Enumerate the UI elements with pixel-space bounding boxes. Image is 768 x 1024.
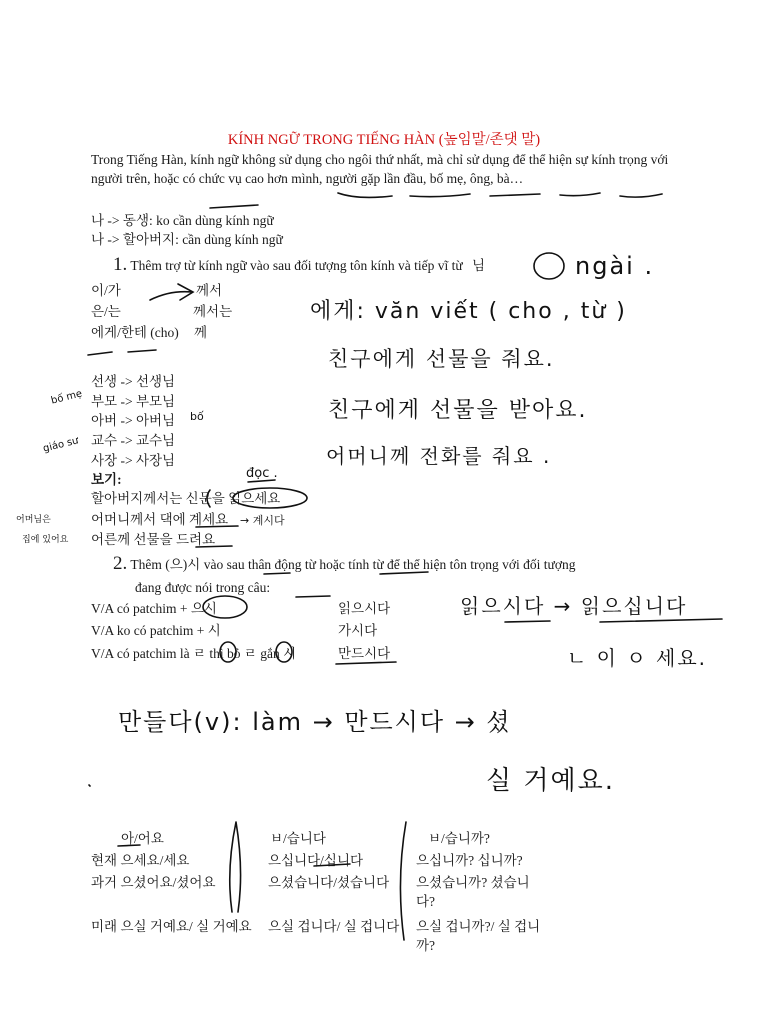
note-iseyo: ㄴ 이 ㅇ 세요. <box>567 646 708 670</box>
particle-plain-2: 은/는 <box>91 304 121 319</box>
noun-line-5: 사장 -> 사장님 <box>91 453 176 468</box>
example-line-3: 어른께 선물을 드려요 <box>91 532 216 547</box>
example-line-2: 어머니께서 댁에 계세요 <box>91 512 229 527</box>
s2-example-3: 만드시다 <box>338 646 391 661</box>
section2-number: 2. <box>113 553 128 574</box>
noun-line-4: 교수 -> 교수님 <box>91 433 176 448</box>
note-bo-me: bố mẹ <box>50 388 84 407</box>
table-cell-1-4: 미래 으실 거예요/ 실 거예요 <box>91 919 252 934</box>
document-title: KÍNH NGỮ TRONG TIẾNG HÀN (높임말/존댓 말) <box>227 132 541 148</box>
table-header-1: 아/어요 <box>121 831 164 846</box>
particle-plain-1: 이/가 <box>91 283 121 298</box>
note-giao-su: giáo sư <box>42 435 80 455</box>
section2-heading <box>113 553 576 575</box>
underline-read <box>505 619 722 622</box>
particle-honorific-2: 께서는 <box>193 304 233 319</box>
dot-mark <box>89 785 90 786</box>
s2-example-2: 가시다 <box>338 623 378 638</box>
particle-honorific-3: 께 <box>194 325 208 340</box>
section1-number: 1. <box>113 254 128 275</box>
table-cell-3-1: 으십니까? 십니까? <box>416 853 523 868</box>
note-left-2: 집에 있어요 <box>22 535 69 545</box>
underline-particles <box>88 350 156 355</box>
section1-heading <box>113 254 485 276</box>
table-cell-2-4: 으실 겁니다/ 실 겁니다 <box>268 919 400 934</box>
note-make: 만들다(v): làm → 만드시다 → 셨 <box>118 708 512 736</box>
noun-line-3: 아버 -> 아버님 <box>91 413 176 428</box>
note-example-1: 친구에게 선물을 줘요. <box>328 347 555 371</box>
particle-honorific-1: 께서 <box>196 283 223 298</box>
s2-rule-1: V/A có patchim + 으시 <box>91 601 217 616</box>
table-cell-1-1: 현재 으세요/세요 <box>91 853 190 868</box>
circle-nim <box>534 253 564 279</box>
note-gyesida: → 계시다 <box>240 514 285 527</box>
table-cell-1-2: 과거 으셨어요/셨어요 <box>91 875 216 890</box>
table-bracket-left <box>230 822 241 912</box>
s2-rule-2: V/A ko có patchim + 시 <box>91 623 221 638</box>
rule-line-2: 나 -> 할아버지: cần dùng kính ngữ <box>91 232 283 247</box>
table-header-3: ㅂ/습니까? <box>428 831 490 846</box>
arrow-particles <box>150 284 193 300</box>
note-read-arrow: 읽으시다 → 읽으십니다 <box>460 594 688 618</box>
section2-text-line2: đang được nói trong câu: <box>135 580 271 595</box>
particle-plain-3: 에게/한테 (cho) <box>91 325 179 340</box>
table-cell-3-4: 으실 겁니까?/ 실 겁니까? <box>416 919 541 953</box>
s2-rule-3: V/A có patchim là ㄹ thì bỏ ㄹ gắn 시 <box>91 646 297 661</box>
noun-line-2: 부모 -> 부모님 <box>91 394 176 409</box>
section1-text: Thêm trợ từ kính ngữ vào sau đối tượng tôn kính và tiếp vĩ từ <box>130 258 463 273</box>
section2-text-line1: Thêm (으)시 vào sau thân động từ hoặc tính từ để thể hiện tôn trọng với đối tượng <box>130 557 576 572</box>
table-cell-3-2: 으셨습니까? 셨습니다? <box>416 875 530 909</box>
rule-line-1: 나 -> 동생: ko cần dùng kính ngữ <box>91 213 274 228</box>
note-example-3: 어머니께 전화를 줘요 . <box>326 444 552 468</box>
underline-ong-ba <box>210 205 258 208</box>
note-ngai: ngài . <box>575 252 655 280</box>
table-cell-2-2: 으셨습니다/셨습니다 <box>268 875 390 890</box>
note-future: 실 거예요. <box>486 766 615 796</box>
underline-s2 <box>264 572 428 597</box>
table-header-2: ㅂ/습니다 <box>270 831 326 846</box>
noun-line-1: 선생 -> 선생님 <box>91 374 176 389</box>
note-left-1: 어머님은 <box>16 515 51 525</box>
section1-suffix: 님 <box>472 258 486 273</box>
note-bo: bố <box>190 410 204 423</box>
underline-chuc-vu <box>338 193 662 197</box>
table-cell-2-1: 으십니다/십니다 <box>268 853 364 868</box>
example-label: 보기: <box>91 472 122 487</box>
note-cho: 에게: văn viết ( cho , từ ) <box>310 299 627 324</box>
intro-paragraph: Trong Tiếng Hàn, kính ngữ không sử dụng cho ngôi thứ nhất, mà chỉ sử dụng để thể hiện sự kính trọng với người trên, hoặc có chức vụ cao hơn mình, người gặp lần đầu, bố mẹ, ông, bà… <box>91 152 669 186</box>
s2-example-1: 읽으시다 <box>338 601 391 616</box>
example-line-1: 할아버지께서는 신문을 읽으세요 <box>91 491 281 506</box>
note-example-2: 친구에게 선물을 받아요. <box>328 398 588 423</box>
note-doc: đọc . <box>246 466 278 481</box>
